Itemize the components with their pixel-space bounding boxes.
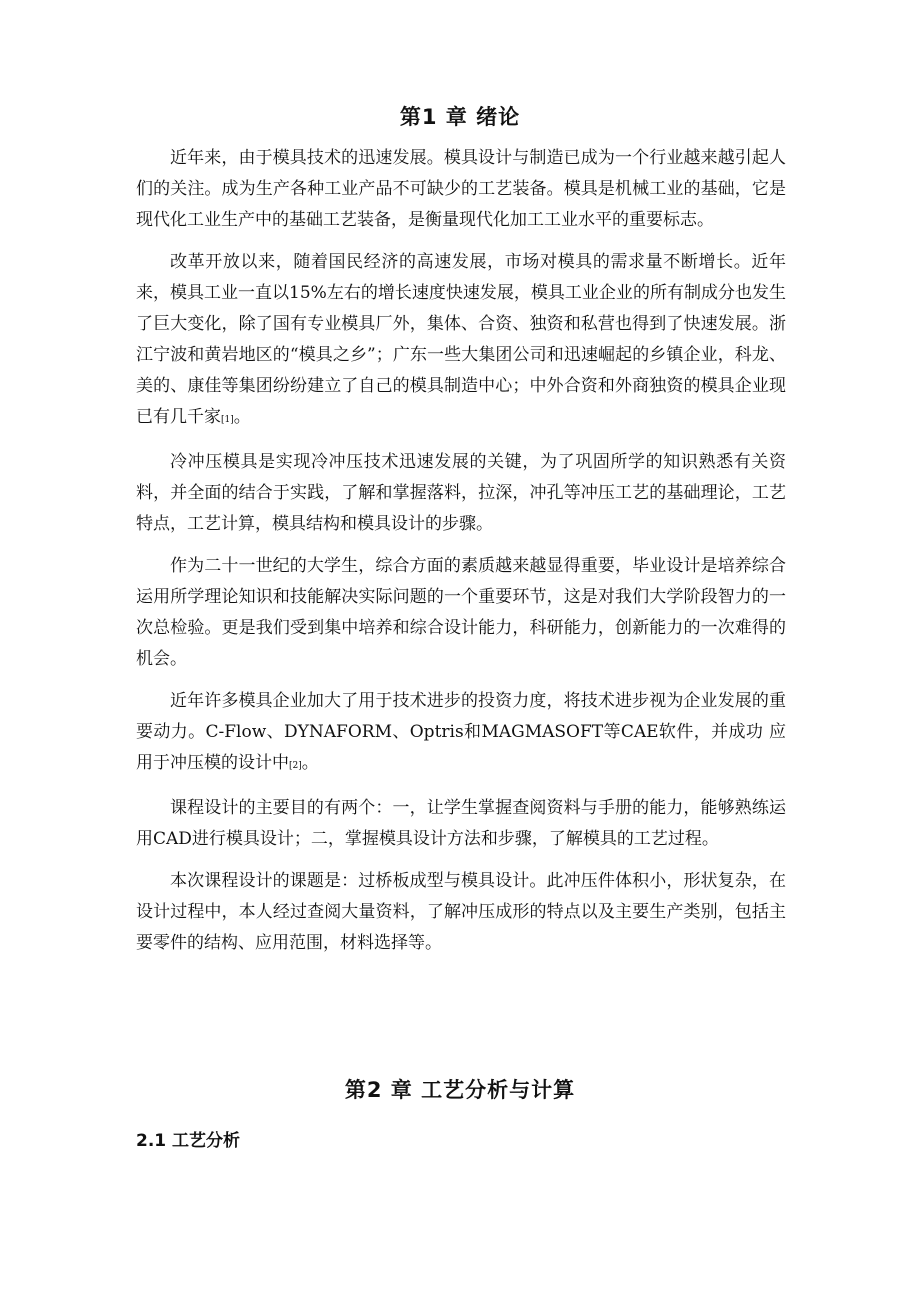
paragraph-5-text: 近年许多模具企业加大了用于技术进步的投资力度，将技术进步视为企业发展的重要动力。C-Flow、DYNAFORM、Optris和MAGMASOFT等CAE软件，并成功 应用于冲压模的设计中: [136, 691, 786, 773]
paragraph-2-tail: 。: [233, 407, 251, 427]
paragraph-2-text: 改革开放以来，随着国民经济的高速发展，市场对模具的需求量不断增长。近年来，模具工业一直以15%左右的增长速度快速发展，模具工业企业的所有制成分也发生了巨大变化，除了国有专业模具厂外，集体、合资、独资和私营也得到了快速发展。浙江宁波和黄岩地区的“模具之乡”；广东一些大集团公司和迅速崛起的乡镇企业，科龙、美的、康佳等集团纷纷建立了自己的模具制造中心；中外合资和外商独资的模具企业现已有几千家: [136, 252, 786, 427]
citation-ref-2: [2]: [289, 761, 302, 771]
paragraph-7: [136, 866, 786, 959]
paragraph-3-text: 冷冲压模具是实现冷冲压技术迅速发展的关键，为了巩固所学的知识熟悉有关资料，并全面的结合于实践，了解和掌握落料，拉深，冲孔等冲压工艺的基础理论，工艺特点，工艺计算，模具结构和模具设计的步骤。: [136, 452, 786, 534]
chapter-1-title: 第1 章 绪论: [399, 105, 521, 129]
paragraph-6: [136, 793, 786, 855]
paragraph-1-text: 近年来，由于模具技术的迅速发展。模具设计与制造已成为一个行业越来越引起人们的关注。成为生产各种工业产品不可缺少的工艺装备。模具是机械工业的基础，它是现代化工业生产中的基础工艺装备，是衡量现代化加工工业水平的重要标志。: [136, 148, 786, 230]
paragraph-4: [136, 551, 786, 675]
paragraph-6-text: 课程设计的主要目的有两个：一，让学生掌握查阅资料与手册的能力，能够熟练运用CAD进行模具设计；二，掌握模具设计方法和步骤，了解模具的工艺过程。: [136, 798, 786, 849]
citation-ref-1: [1]: [221, 415, 234, 425]
paragraph-1: [136, 143, 786, 236]
paragraph-3: [136, 447, 786, 540]
paragraph-2: [136, 247, 786, 436]
chapter-1-body: [136, 143, 786, 970]
section-2-1-title: 2.1 工艺分析: [136, 1131, 241, 1151]
paragraph-5-tail: 。: [301, 753, 319, 773]
paragraph-5: [136, 686, 786, 782]
chapter-2-title: 第2 章 工艺分析与计算: [344, 1078, 576, 1102]
paragraph-7-text: 本次课程设计的课题是：过桥板成型与模具设计。此冲压件体积小，形状复杂，在设计过程中，本人经过查阅大量资料，了解冲压成形的特点以及主要生产类别，包括主要零件的结构、应用范围，材料选择等。: [136, 871, 786, 953]
paragraph-4-text: 作为二十一世纪的大学生，综合方面的素质越来越显得重要，毕业设计是培养综合运用所学理论知识和技能解决实际问题的一个重要环节，这是对我们大学阶段智力的一次总检验。更是我们受到集中培养和综合设计能力，科研能力，创新能力的一次难得的机会。: [136, 556, 786, 669]
